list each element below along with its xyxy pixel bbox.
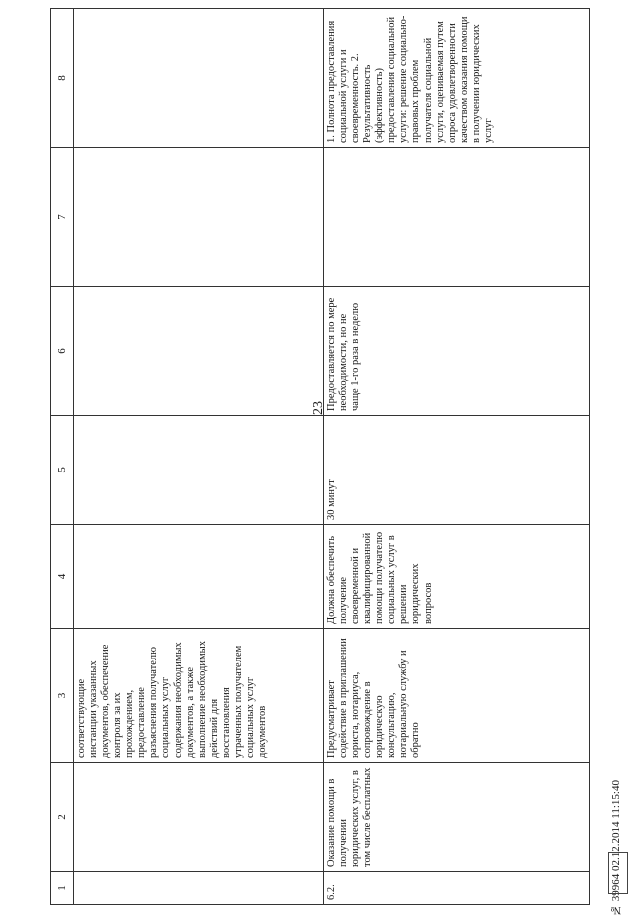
cell-requirements: Должна обеспечить получение своевременной и квалифицированной помощи получателю социальных услуг в решении юридических вопросов (324, 525, 590, 629)
cell-duration (74, 416, 324, 525)
document-footer: № 39964 02.12.2014 11:15:40 (610, 780, 622, 916)
table-row (74, 9, 324, 905)
cell-quality: 1. Полнота предоставления социальной услуги и своевременность. 2. Результативность (эффективность) предоставления социальной услуги: решение социально-правовых проблем получателя социальной услуги, оцениваемая путем опроса удовлетворенности качеством оказания помощи в получении юридических услуг (324, 9, 590, 148)
header-col-4: 4 (51, 525, 74, 629)
registration-stamp-icon (608, 852, 628, 894)
cell-quality (74, 9, 324, 148)
header-col-7: 7 (51, 148, 74, 287)
page-number: 23 (311, 401, 326, 415)
cell-service-name: Оказание помощи в получении юридических услуг, в том числе бесплатных (324, 763, 590, 872)
cell-col7 (324, 148, 590, 287)
table-row (324, 9, 590, 905)
cell-description: соответствующие инстанции указанных документов, обеспечение контроля за их прохождением, предоставление разъяснения получателю социальных услуг содержания необходимых документов, а также выполнение необходимых действий для восстановления утраченных получателем социальных услуг документов (74, 629, 324, 763)
header-row (51, 9, 74, 905)
cell-description: Предусматривает содействие в приглашении юриста, нотариуса, сопровождение в юридическую консультацию, нотариальную службу и обратно (324, 629, 590, 763)
services-table (50, 8, 590, 905)
cell-number: 6.2. (324, 872, 590, 905)
cell-duration: 30 минут (324, 416, 590, 525)
header-col-5: 5 (51, 416, 74, 525)
cell-frequency: Предоставляется по мере необходимости, но не чаще 1-го раза в неделю (324, 287, 590, 416)
header-col-3: 3 (51, 629, 74, 763)
header-col-2: 2 (51, 763, 74, 872)
cell-frequency (74, 287, 324, 416)
table-container (50, 15, 590, 905)
header-col-8: 8 (51, 9, 74, 148)
header-col-6: 6 (51, 287, 74, 416)
cell-service-name (74, 763, 324, 872)
cell-col7 (74, 148, 324, 287)
cell-number (74, 872, 324, 905)
cell-requirements (74, 525, 324, 629)
header-col-1: 1 (51, 872, 74, 905)
